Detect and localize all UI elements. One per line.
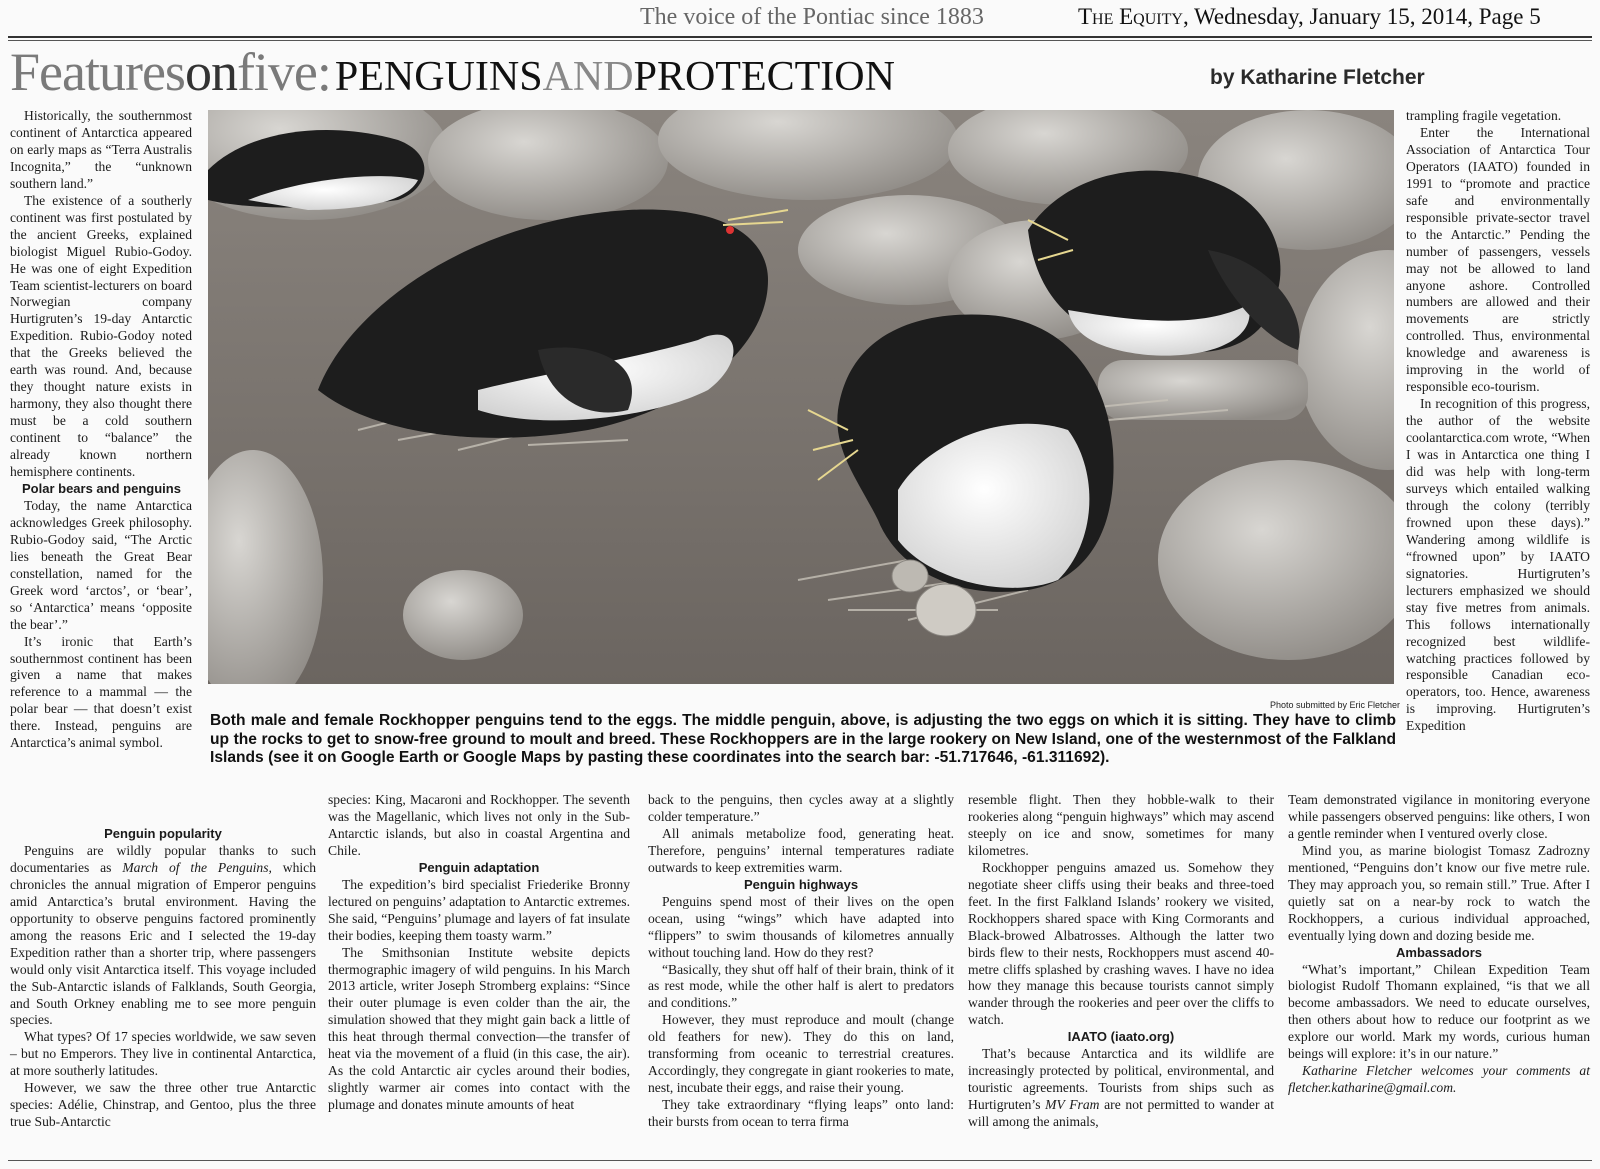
paragraph: Today, the name Antarctica acknowledges Greek philosophy. Rubio-Godoy said, “The Arctic lies beneath the Great Bear constellation, named for the Greek word ‘arctos’, or ‘bear’, so ‘Antarctica’ means ‘opposite the bear’.” <box>10 497 192 632</box>
header-rule <box>8 36 1592 38</box>
subhead-iaato: IAATO (iaato.org) <box>1067 1029 1175 1045</box>
paragraph: All animals metabolize food, generating heat. Therefore, penguins’ internal temperatures radiate outwards to keep extremities warm. <box>648 825 954 875</box>
photo-caption: Both male and female Rockhopper penguins tend to the eggs. The middle penguin, above, is adjusting the two eggs on which it is sitting. They have to climb up the rocks to get to snow-free ground to moult and breed. These Rockhoppers are in the large rookery on New Island, one of the westernmost of the Falkland Islands (see it on Google Earth or Google Maps by pasting these coordinates into the search bar: -51.717646, -61.311692). <box>210 712 1396 766</box>
footer-rule <box>8 1160 1592 1161</box>
subhead-penguin-highways: Penguin highways <box>743 876 859 892</box>
paragraph: Historically, the southernmost continent of Antarctica appeared on early maps as “Terra Australis Incognita,” the “unknown southern land.” <box>10 108 192 191</box>
paragraph: Team demonstrated vigilance in monitoring everyone while passengers observed penguins: like others, I won a gentle reminder when I ventured overly close. <box>1288 792 1590 841</box>
article-column-5 <box>1406 108 1590 735</box>
paragraph: What types? Of 17 species worldwide, we saw seven – but no Emperors. They live in continental Antarctica, at more southerly latitudes. <box>10 1029 316 1079</box>
paragraph: However, we saw the three other true Antarctic species: Adélie, Chinstrap, and Gentoo, plus the three true Sub-Antarctic <box>10 1080 316 1130</box>
paragraph: Penguins spend most of their lives on the open ocean, using “wings” which have adapted into “flippers” to swim thousands of kilometres annually without touching land. How do they rest? <box>648 893 954 960</box>
article-title: PENGUINSANDPROTECTION <box>334 54 895 100</box>
paragraph: It’s ironic that Earth’s southernmost continent has been given a name that makes reference to a mammal — the polar bear — that doesn’t exist there. Instead, penguins are Antarctica’s animal symbol. <box>10 633 192 751</box>
paragraph: In recognition of this progress, the author of the website coolantarctica.com wrote, “When I was in Antarctica one thing I did was help with long-term surveys which entailed walking through the colony (terribly frowned upon these days).” Wandering among wildlife is “frowned upon” by IAATO signatories. Hurtigruten’s lecturers emphasized we should stay five metres from animals. This follows internationally recognized best wildlife-watching practices followed by responsible Canadian eco-operators, too. Hence, awareness is improving. Hurtigruten’s Expedition <box>1406 396 1590 734</box>
paragraph: resemble flight. Then they hobble-walk to their rookeries along “penguin highways” which may ascend steeply on ice and snow, sometimes for many kilometres. <box>968 792 1274 858</box>
rockhopper-penguins-image <box>208 110 1394 684</box>
paragraph: The expedition’s bird specialist Friederike Bronny lectured on penguins’ adaptation to Antarctic extremes. She said, “Penguins’ plumage and layers of fat insulate their bodies, keeping them toasty warm.” <box>328 876 630 943</box>
paper-name: The Equity <box>1078 4 1183 29</box>
paragraph: Mind you, as marine biologist Tomasz Zadrozny mentioned, “Penguins don’t know our five metre rule. They may approach you, so remain still.” True. After I quietly sat on a near-by rock to watch the Rockhoppers, a curious individual approached, eventually lying down and dozing beside me. <box>1288 842 1590 943</box>
article-column-3 <box>648 792 954 1131</box>
section-kicker: Featuresonfive: <box>10 42 331 102</box>
article-column-1-lower <box>10 826 316 1131</box>
photo-credit: Photo submitted by Eric Fletcher <box>1270 700 1401 710</box>
penguin-photo <box>208 110 1394 684</box>
article-column-5-lower <box>1288 792 1590 1097</box>
paragraph: back to the penguins, then cycles away at a slightly colder temperature.” <box>648 792 954 824</box>
subhead-penguin-popularity: Penguin popularity <box>104 826 222 841</box>
paragraph: That’s because Antarctica and its wildlife are increasingly protected by political, environmental, and touristic agreements. Tourists from ships such as Hurtigruten’s MV Fram are not permitted to wander at will among the animals, <box>968 1046 1274 1130</box>
article-column-1 <box>10 108 192 752</box>
byline: by Katharine Fletcher <box>1210 66 1425 89</box>
article-column-4 <box>968 792 1274 1131</box>
masthead-folio <box>1078 4 1541 30</box>
author-note: Katharine Fletcher welcomes your comments at fletcher.katharine@gmail.com. <box>1288 1063 1590 1096</box>
article-column-2 <box>328 792 630 1114</box>
subhead-penguin-adaptation: Penguin adaptation <box>418 859 540 875</box>
paragraph: Penguins are wildly popular thanks to such documentaries as March of the Penguins, which chronicles the annual migration of Emperor penguins amid Antarctica’s brutal environment. Having the opportunity to observe penguins factored prominently among the reasons Eric and I selected the 19-day Expedition rather than a shorter trip, where passengers would only visit Antarctica itself. This voyage included the Sub-Antarctic islands of Falklands, South Georgia, and South Orkney enabling me to see more penguin species. <box>10 842 317 1028</box>
issue-date-page: , Wednesday, January 15, 2014, Page 5 <box>1182 4 1541 29</box>
masthead-tagline: The voice of the Pontiac since 1883 <box>640 4 984 30</box>
paragraph: “Basically, they shut off half of their brain, think of it as rest mode, while the other half is alert to predators and conditions.” <box>648 961 954 1011</box>
paragraph: The existence of a southerly continent was first postulated by the ancient Greeks, explained biologist Miguel Rubio-Godoy. He was one of eight Expedition Team scientist-lecturers on board Norwegian company Hurtigruten’s 19-day Antarctic Expedition. Rubio-Godoy noted that the Greeks believed the earth was round. And, because they thought nature exists in harmony, they also thought there must be a cold southern continent to “balance” the already known northern hemisphere continents. <box>10 192 192 480</box>
paragraph: However, they must reproduce and moult (change old feathers for new). They do this on land, transforming from oceanic to terrestrial creatures. Accordingly, they congregate in giant rookeries to mate, nest, incubate their eggs, and raise their young. <box>648 1012 955 1096</box>
paragraph: They take extraordinary “flying leaps” onto land: their bursts from ocean to terra firma <box>648 1097 954 1130</box>
subhead-polar-bears: Polar bears and penguins <box>22 480 181 496</box>
paragraph: “What’s important,” Chilean Expedition Team biologist Rudolf Thomann explained, “is that we all become ambassadors. We need to educate ourselves, then others about how to reduce our footprint as we explore our world. Mark my words, curious human beings will explore: it’s in our nature.” <box>1288 961 1590 1062</box>
paragraph: species: King, Macaroni and Rockhopper. The seventh was the Magellanic, which lives not only in the Sub-Antarctic islands, but also in coastal Argentina and Chile. <box>328 792 630 858</box>
paragraph: The Smithsonian Institute website depicts thermographic imagery of wild penguins. In his March 2013 article, writer Joseph Stromberg explains: “Since their outer plumage is even colder than the air, the simulation showed that they might gain back a little of this heat through thermal convection—the transfer of heat via the movement of a fluid (in this case, the air). As the cold Antarctic air cycles around their bodies, slightly warmer air comes into contact with the plumage and donates minute amounts of heat <box>328 944 630 1113</box>
egg <box>892 560 928 592</box>
paragraph: Rockhopper penguins amazed us. Somehow they negotiate sheer cliffs using their beaks and three-toed feet. In the first Falkland Islands’ rookery we visited, Rockhoppers shared space with King Cormorants and Black-browed Albatrosses. Although the latter two birds flew to their nests, Rockhoppers must ascend 40-metre cliffs splashed by crashing waves. I have no idea how they manage this because tourists cannot simply wander through the rookeries and peer over the cliffs to watch. <box>968 859 1274 1028</box>
page-headline <box>10 40 895 118</box>
paragraph: Enter the International Association of Antarctica Tour Operators (IAATO) founded in 1991 to “promote and practice safe and environmentally responsible private-sector travel to the Antarctic.” Pending the number of passengers, vessels may not be allowed to land anyone ashore. Controlled numbers are allowed and their movements are strictly controlled. Thus, environmental knowledge and awareness is improving in the world of responsible eco-tourism. <box>1406 124 1590 395</box>
paragraph: trampling fragile vegetation. <box>1406 108 1562 123</box>
egg <box>916 584 976 636</box>
subhead-ambassadors: Ambassadors <box>1396 944 1482 960</box>
